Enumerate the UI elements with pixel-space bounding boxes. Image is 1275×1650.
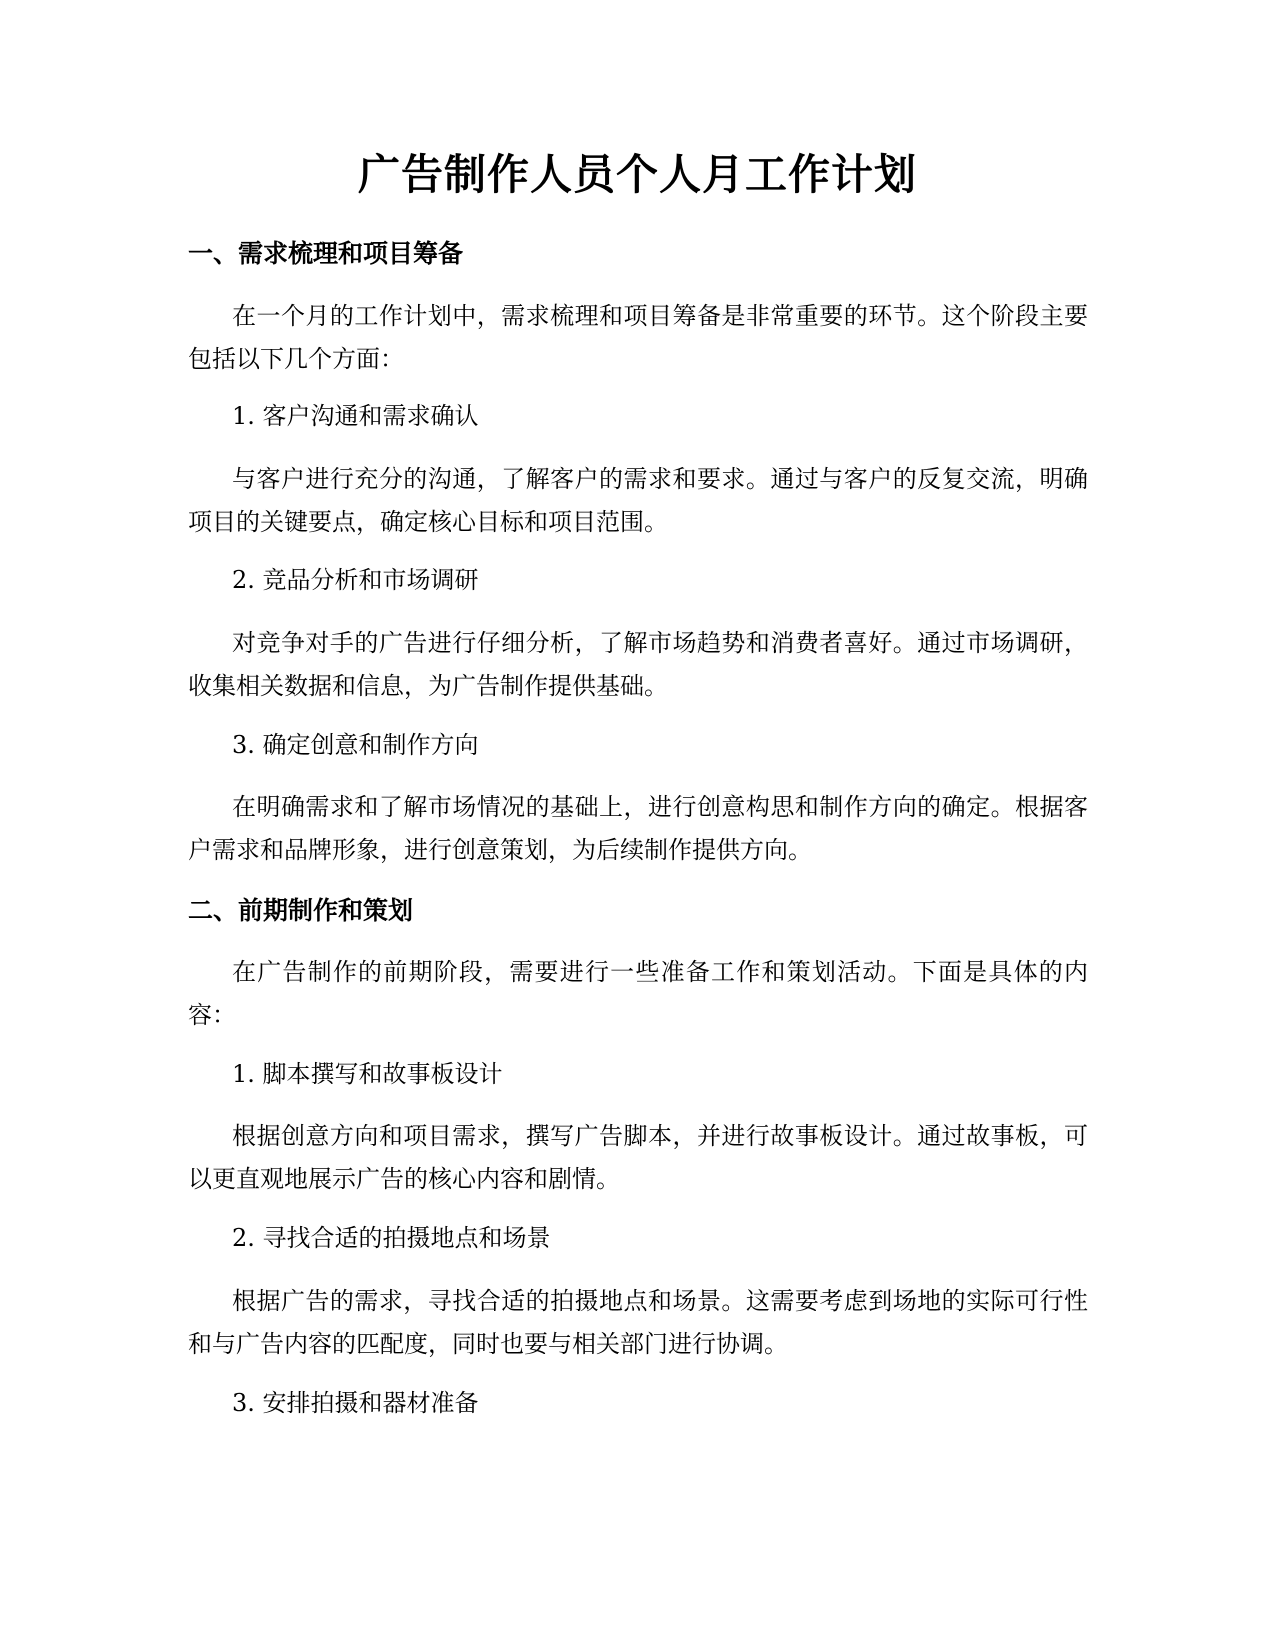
document-title: 广告制作人员个人月工作计划 bbox=[357, 150, 917, 199]
section-heading-1: 一、需求梳理和项目筹备 bbox=[188, 239, 464, 268]
section-1-item-2-title: 2. 竞品分析和市场调研 bbox=[232, 566, 479, 594]
section-2-item-1-body: 根据创意方向和项目需求，撰写广告脚本，并进行故事板设计。通过故事板，可以更直观地展示广告的核心内容和剧情。 bbox=[188, 1122, 1088, 1193]
section-1-item-1-title: 1. 客户沟通和需求确认 bbox=[232, 402, 479, 430]
section-1-item-1-body: 与客户进行充分的沟通，了解客户的需求和要求。通过与客户的反复交流，明确项目的关键要点，确定核心目标和项目范围。 bbox=[188, 465, 1088, 536]
section-1-intro-paragraph: 在一个月的工作计划中，需求梳理和项目筹备是非常重要的环节。这个阶段主要包括以下几个方面： bbox=[188, 302, 1088, 373]
section-2-item-2-title: 2. 寻找合适的拍摄地点和场景 bbox=[232, 1224, 551, 1252]
section-2-item-1-title: 1. 脚本撰写和故事板设计 bbox=[232, 1060, 503, 1088]
section-2-intro-paragraph: 在广告制作的前期阶段，需要进行一些准备工作和策划活动。下面是具体的内容： bbox=[188, 958, 1088, 1029]
section-2-item-3-title: 3. 安排拍摄和器材准备 bbox=[232, 1389, 479, 1417]
section-1-item-2-body: 对竞争对手的广告进行仔细分析，了解市场趋势和消费者喜好。通过市场调研，收集相关数据和信息，为广告制作提供基础。 bbox=[188, 629, 1088, 700]
section-1-item-3-title: 3. 确定创意和制作方向 bbox=[232, 731, 479, 759]
section-heading-2: 二、前期制作和策划 bbox=[188, 896, 414, 925]
section-2-item-2-body: 根据广告的需求，寻找合适的拍摄地点和场景。这需要考虑到场地的实际可行性和与广告内容的匹配度，同时也要与相关部门进行协调。 bbox=[188, 1287, 1088, 1358]
section-1-item-3-body: 在明确需求和了解市场情况的基础上，进行创意构思和制作方向的确定。根据客户需求和品牌形象，进行创意策划，为后续制作提供方向。 bbox=[188, 793, 1088, 864]
